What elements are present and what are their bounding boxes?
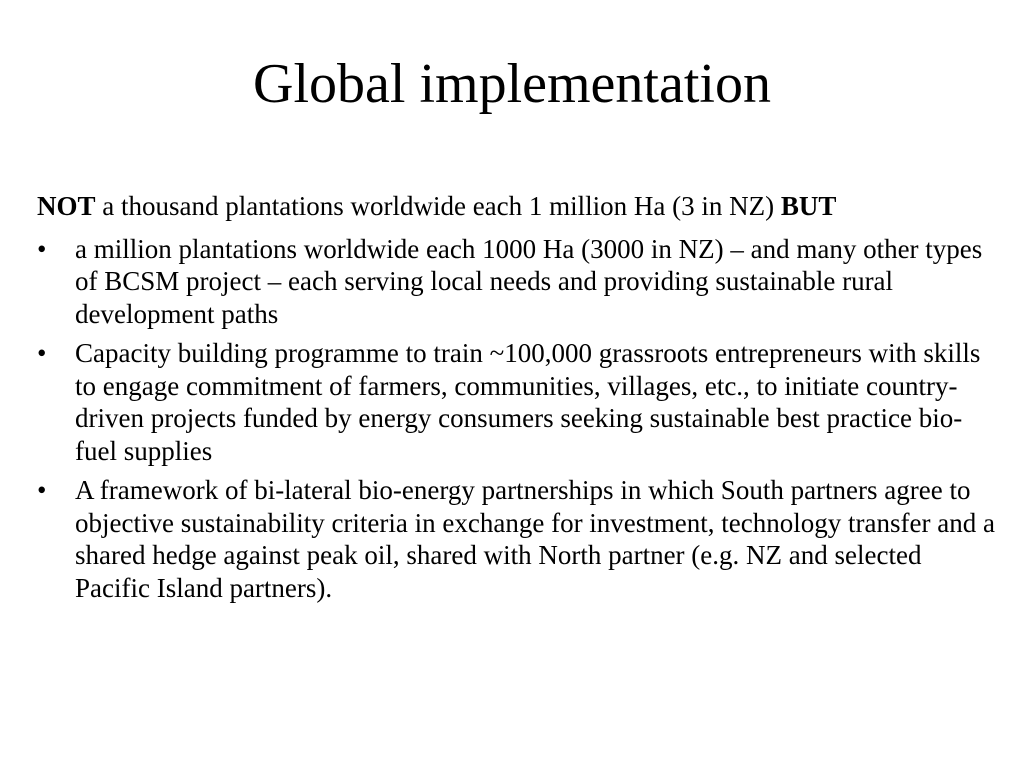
slide-title: Global implementation <box>253 53 771 115</box>
bullet-text: Capacity building programme to train ~100,000 grassroots entrepreneurs with skills to engage commitment of farmers, communities, villages, etc., to initiate country-driven projects funded by energy consumers seeking sustainable best practice bio-fuel supplies <box>75 338 981 466</box>
slide-body <box>37 190 997 611</box>
bullet-text: a million plantations worldwide each 1000 Ha (3000 in NZ) – and many other types of BCSM project – each serving local needs and providing sustainable rural development paths <box>75 233 983 329</box>
intro-paragraph <box>37 190 997 223</box>
intro-text: a thousand plantations worldwide each 1 million Ha (3 in NZ) <box>95 191 781 221</box>
but-emphasis: BUT <box>780 191 837 221</box>
bullet-icon: • <box>37 475 47 505</box>
bullet-text: A framework of bi-lateral bio-energy partnerships in which South partners agree to objective sustainability criteria in exchange for investment, technology transfer and a shared hedge against peak oil, shared with North partner (e.g. NZ and selected Pacific Island partners). <box>75 475 995 603</box>
bullet-item-framework <box>37 474 997 604</box>
bullet-item-capacity-building <box>37 337 997 467</box>
not-emphasis: NOT <box>37 191 96 221</box>
bullet-icon: • <box>37 338 47 368</box>
bullet-item-plantations <box>37 233 997 331</box>
bullet-list <box>37 233 997 605</box>
bullet-icon: • <box>37 233 47 264</box>
